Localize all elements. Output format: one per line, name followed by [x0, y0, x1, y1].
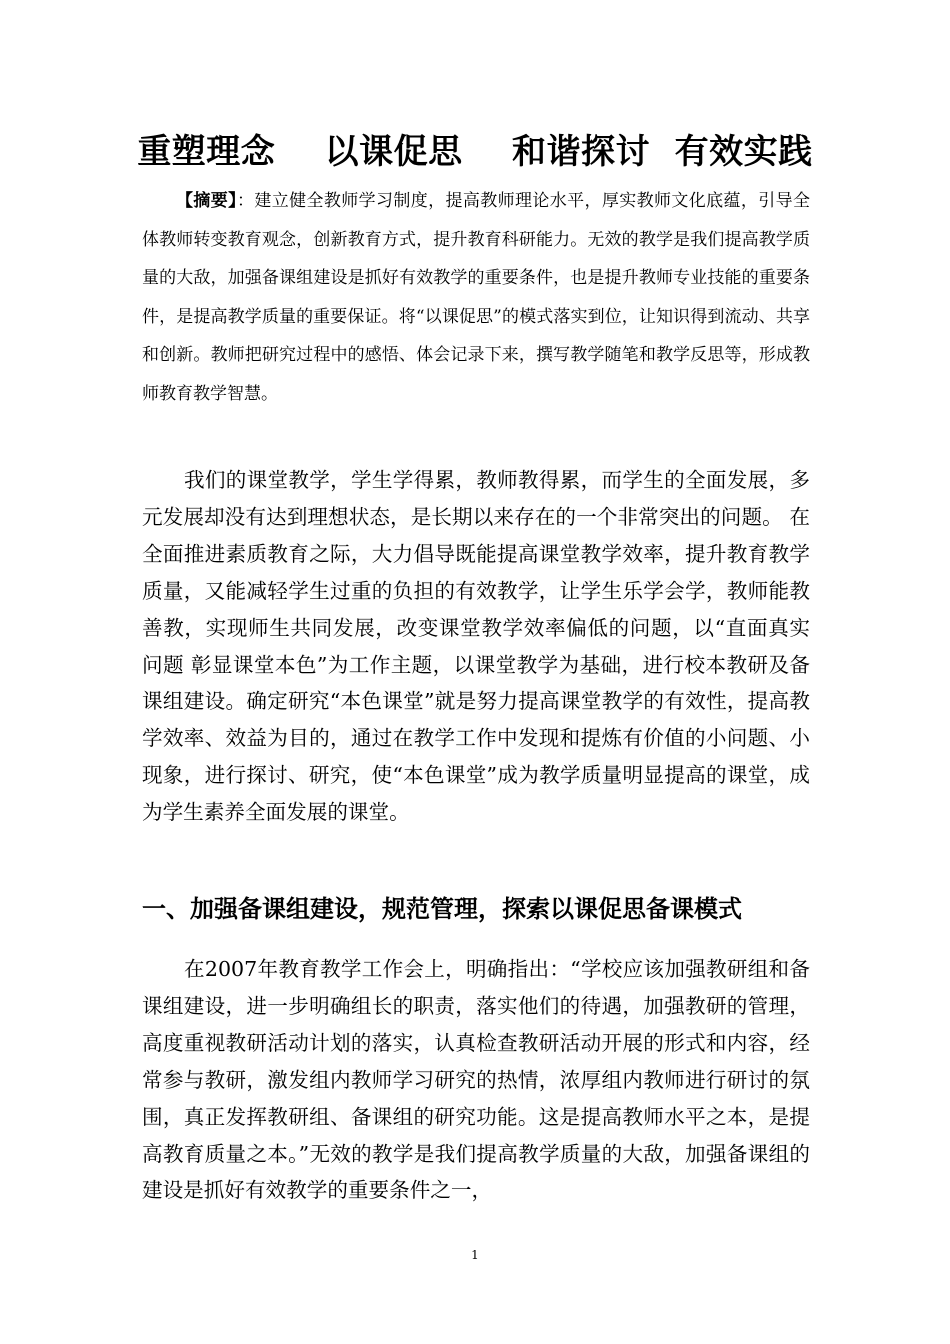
abstract-label: 【摘要】 [176, 191, 237, 211]
abstract-paragraph [142, 182, 810, 414]
body-paragraph-2: 在2007年教育教学工作会上，明确指出：“学校应该加强教研组和备课组建设，进一步明确组长的职责，落实他们的待遇，加强教研的管理，高度重视教研活动计划的落实，认真检查教研活动开展的形式和内容，经常参与教研，激发组内教师学习研究的热情，浓厚组内教师进行研讨的氛围，真正发挥教研组、备课组的研究功能。这是提高教师水平之本，是提高教育质量之本。”无效的教学是我们提高教学质量的大敌，加强备课组的建设是抓好有效教学的重要条件之一， [142, 957, 810, 1203]
page-number: 1 [471, 1248, 479, 1262]
document-title: 重塑理念 以课促思 和谐探讨 有效实践 [137, 132, 813, 172]
body-paragraph-1: 我们的课堂教学，学生学得累，教师教得累，而学生的全面发展，多元发展却没有达到理想状态，是长期以来存在的一个非常突出的问题。 在全面推进素质教育之际，大力倡导既能提高课堂教学效率，提升教育教学质量，又能减轻学生过重的负担的有效教学，让学生乐学会学，教师能教善教，实现师生共同发展，改变课堂教学效率偏低的问题，以“直面真实问题 彰显课堂本色”为工作主题，以课堂教学为基础，进行校本教研及备课组建设。确定研究“本色课堂”就是努力提高课堂教学的有效性，提高教学效率、效益为目的，通过在教学工作中发现和提炼有价值的小问题、小现象，进行探讨、研究，使“本色课堂”成为教学质量明显提高的课堂，成为学生素养全面发展的课堂。 [142, 468, 810, 825]
abstract-text: ：建立健全教师学习制度，提高教师理论水平，厚实教师文化底蕴，引导全体教师转变教育观念，创新教育方式，提升教育科研能力。无效的教学是我们提高教学质量的大敌，加强备课组建设是抓好有效教学的重要条件，也是提升教师专业技能的重要条件，是提高教学质量的重要保证。将“以课促思”的模式落实到位，让知识得到流动、共享和创新。教师把研究过程中的感悟、体会记录下来，撰写教学随笔和教学反思等，形成教师教育教学智慧。 [142, 191, 810, 404]
section-heading-1: 一、加强备课组建设，规范管理，探索以课促思备课模式 [142, 895, 742, 923]
